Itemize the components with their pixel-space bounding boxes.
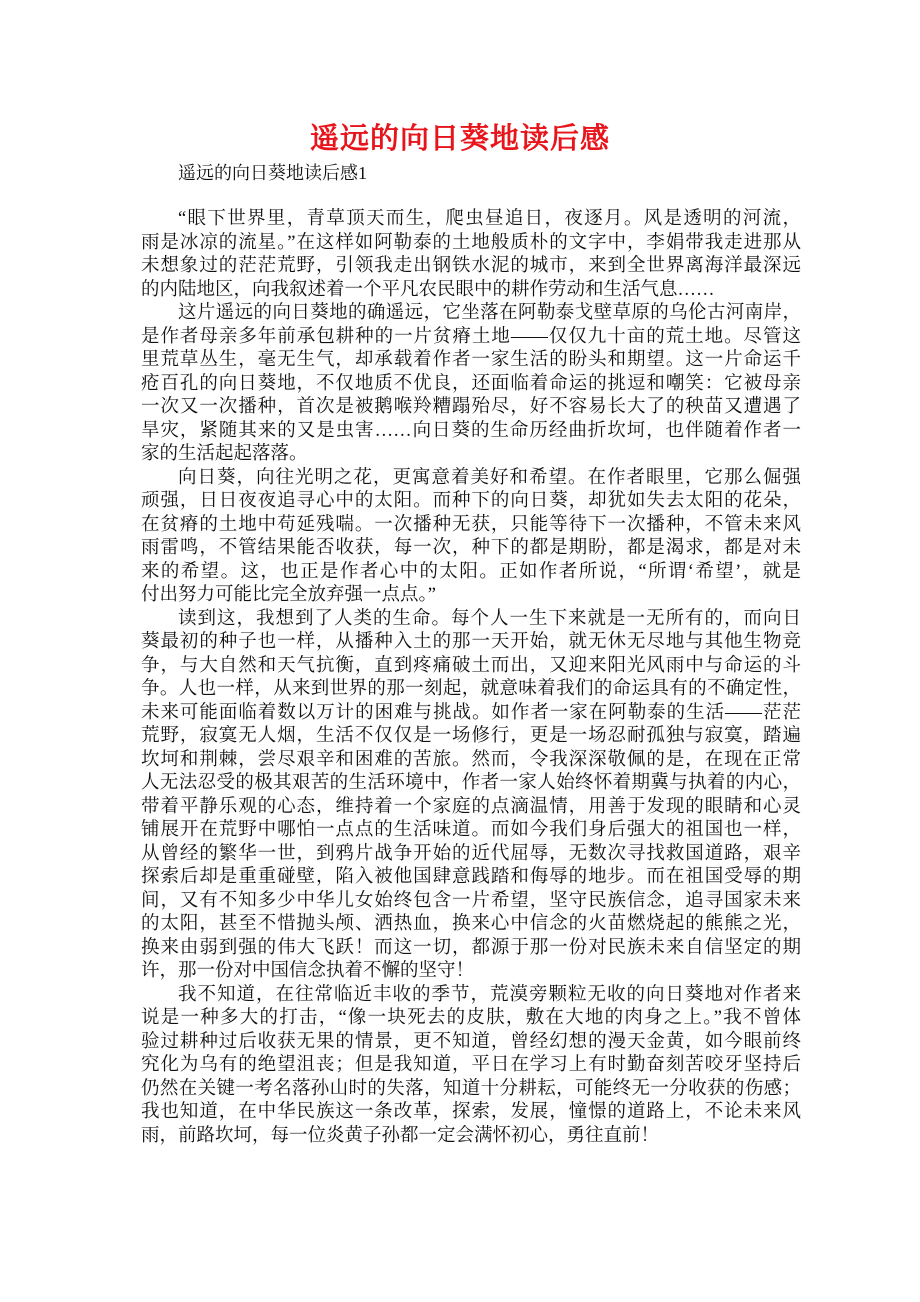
text-line: “眼下世界里，青草顶天而生，爬虫昼追日，夜逐月。风是透明的河流， <box>178 209 801 229</box>
text-line: 我不知道，在往常临近丰收的季节，荒漠旁颗粒无收的向日葵地对作者来 <box>178 984 801 1005</box>
document-title: 遥远的向日葵地读后感 <box>309 123 610 155</box>
text-line: 验过耕种过后收获无果的情景，更不知道，曾经幻想的漫天金黄，如今眼前终 <box>141 1031 801 1052</box>
text-line: 雨，前路坎坷，每一位炎黄子孙都一定会满怀初心，勇往直前！ <box>141 1125 660 1146</box>
text-line: 在贫瘠的土地中苟延残喘。一次播种无获，只能等待下一次播种，不管未来风 <box>141 514 801 535</box>
text-line: 这片遥远的向日葵地的确遥远，它坐落在阿勒泰戈壁草原的乌伦古河南岸， <box>178 303 801 323</box>
text-line: 来的希望。这，也正是作者心中的太阳。正如作者所说，“所谓‘希望’，就是 <box>141 561 801 582</box>
text-line: 一次又一次播种，首次是被鹅喉羚糟蹋殆尽，好不容易长大了的秧苗又遭遇了 <box>141 397 801 417</box>
document-subtitle: 遥远的向日葵地读后感1 <box>178 163 367 183</box>
text-line: 旱灾，紧随其来的又是虫害……向日葵的生命历经曲折坎坷，也伴随着作者一 <box>141 420 801 441</box>
text-line: 读到这，我想到了人类的生命。每个人一生下来就是一无所有的，而向日 <box>178 608 801 629</box>
paragraph <box>141 208 801 302</box>
text-line: 坎坷和荆棘，尝尽艰辛和困难的苦旅。然而，令我深深敬佩的是，在现在正常 <box>141 749 801 770</box>
text-line: 家的生活起起落落。 <box>141 444 308 464</box>
text-line: 付出努力可能比完全放弃强一点点。” <box>141 585 436 605</box>
text-line: 的太阳，甚至不惜抛头颅、洒热血，换来心中信念的火苗燃烧起的熊熊之光， <box>141 914 801 934</box>
paragraph <box>141 302 801 467</box>
text-line: 争，与大自然和天气抗衡，直到疼痛破土而出，又迎来阳光风雨中与命运的斗 <box>141 655 801 676</box>
text-line: 仍然在关键一考名落孙山时的失落，知道十分耕耘，可能终无一分收获的伤感； <box>141 1078 801 1099</box>
document-body <box>141 208 801 1148</box>
text-line: 的内陆地区，向我叙述着一个平凡农民眼中的耕作劳动和生活气息…… <box>141 279 715 300</box>
text-line: 探索后却是重重碰壁，陷入被他国肆意践踏和侮辱的地步。而在祖国受辱的期 <box>141 867 801 887</box>
text-line: 我也知道，在中华民族这一条改革，探索，发展，憧憬的道路上，不论未来风 <box>141 1102 801 1122</box>
text-line: 是作者母亲多年前承包耕种的一片贫瘠土地——仅仅九十亩的荒土地。尽管这 <box>141 326 801 347</box>
paragraph <box>141 608 801 984</box>
text-line: 里荒草丛生，毫无生气，却承载着作者一家生活的盼头和期望。这一片命运千 <box>141 350 801 370</box>
paragraph <box>141 984 801 1149</box>
text-line: 换来由弱到强的伟大飞跃！而这一切，都源于那一份对民族未来自信坚定的期 <box>141 937 801 958</box>
text-line: 未想象过的茫茫荒野，引领我走出钢铁水泥的城市，来到全世界离海洋最深远 <box>141 256 801 276</box>
paragraph <box>141 467 801 608</box>
text-line: 究化为乌有的绝望沮丧；但是我知道，平日在学习上有时勤奋刻苦咬牙坚持后 <box>141 1055 801 1075</box>
text-line: 顽强，日日夜夜追寻心中的太阳。而种下的向日葵，却犹如失去太阳的花朵， <box>141 491 801 511</box>
text-line: 说是一种多大的打击，“像一块死去的皮肤，敷在大地的肉身之上。”我不曾体 <box>141 1008 801 1028</box>
text-line: 争。人也一样，从来到世界的那一刻起，就意味着我们的命运具有的不确定性， <box>141 679 801 699</box>
text-line: 疮百孔的向日葵地，不仅地质不优良，还面临着命运的挑逗和嘲笑：它被母亲 <box>141 373 801 394</box>
text-line: 雨是冰凉的流星。”在这样如阿勒泰的土地般质朴的文字中，李娟带我走进那从 <box>141 232 801 253</box>
text-line: 铺展开在荒野中哪怕一点点的生活味道。而如今我们身后强大的祖国也一样， <box>141 820 801 840</box>
text-line: 间，又有不知多少中华儿女始终包含一片希望，坚守民族信念，追寻国家未来 <box>141 890 801 911</box>
text-line: 许，那一份对中国信念执着不懈的坚守！ <box>141 961 475 981</box>
text-line: 葵最初的种子也一样，从播种入土的那一天开始，就无休无尽地与其他生物竞 <box>141 632 801 652</box>
text-line: 带着平静乐观的心态，维持着一个家庭的点滴温情，用善于发现的眼睛和心灵 <box>141 796 801 817</box>
text-line: 雨雷鸣，不管结果能否收获，每一次，种下的都是期盼，都是渴求，都是对未 <box>141 538 801 558</box>
text-line: 向日葵，向往光明之花，更寓意着美好和希望。在作者眼里，它那么倔强 <box>178 467 801 488</box>
text-line: 未来可能面临着数以万计的困难与挑战。如作者一家在阿勒泰的生活——茫茫 <box>141 702 801 723</box>
text-line: 人无法忍受的极其艰苦的生活环境中，作者一家人始终怀着期冀与执着的内心， <box>141 773 801 793</box>
text-line: 从曾经的繁华一世，到鸦片战争开始的近代屈辱，无数次寻找救国道路，艰辛 <box>141 843 801 864</box>
text-line: 荒野，寂寞无人烟，生活不仅仅是一场修行，更是一场忍耐孤独与寂寞，踏遍 <box>141 726 801 746</box>
